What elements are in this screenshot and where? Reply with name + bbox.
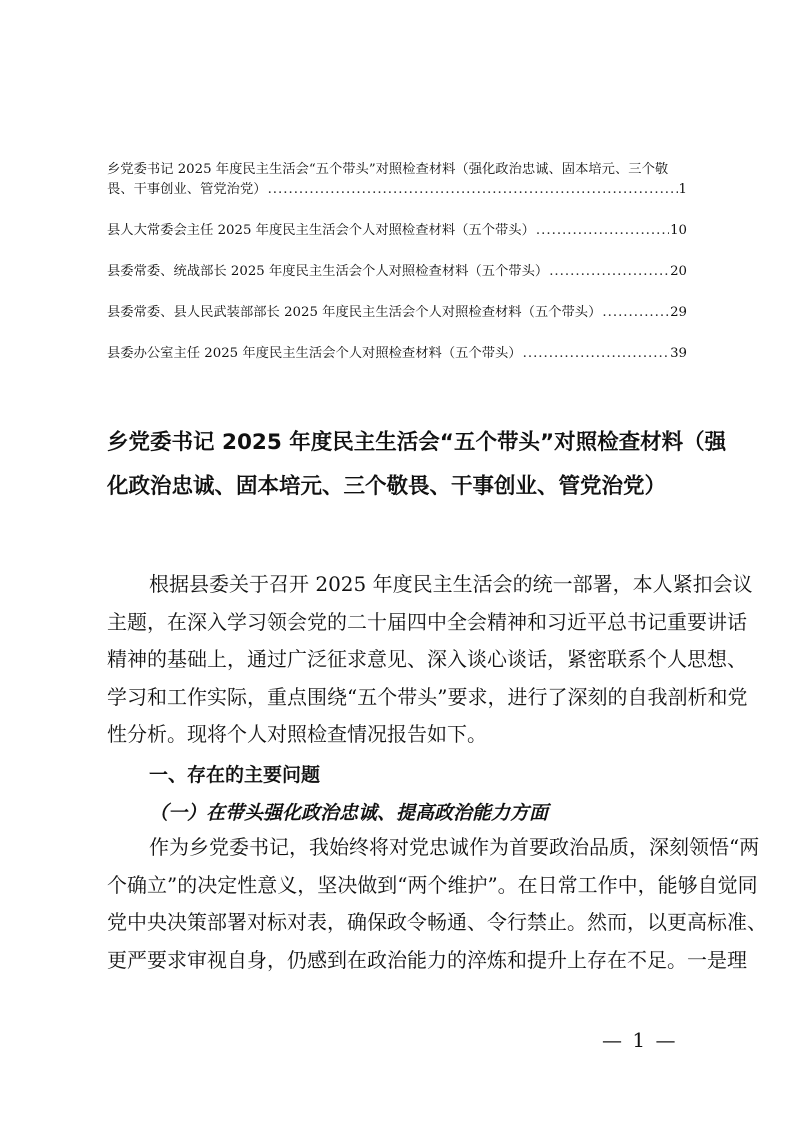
toc-page: 20 <box>670 264 687 279</box>
toc-entry[interactable] <box>107 344 687 364</box>
toc-entry[interactable] <box>107 160 687 200</box>
toc-leader <box>523 344 669 364</box>
document-title <box>107 421 727 509</box>
toc-page: 39 <box>670 346 687 361</box>
toc-leader <box>602 303 669 323</box>
text-line: 党中央决策部署对标对表，确保政令畅通、令行禁止。然而，以更高标准、 <box>107 910 767 934</box>
toc-leader <box>268 180 678 200</box>
table-of-contents <box>107 160 687 364</box>
subsection-heading: （一）在带头强化政治忠诚、提高政治能力方面 <box>149 802 549 824</box>
toc-entry-title: 县委常委、县人民武装部部长 2025 年度民主生活会个人对照检查材料（五个带头） <box>107 305 602 320</box>
toc-entry-title: 县委常委、统战部长 2025 年度民主生活会个人对照检查材料（五个带头） <box>107 264 549 279</box>
text-line: 更严要求审视自身，仍感到在政治能力的淬炼和提升上存在不足。一是理 <box>107 947 747 972</box>
toc-leader <box>536 221 669 241</box>
text-line: 精神的基础上，通过广泛征求意见、深入谈心谈话，紧密联系个人思想、 <box>107 647 747 671</box>
text-line: 主题，在深入学习领会党的二十届四中全会精神和习近平总书记重要讲话 <box>107 609 747 634</box>
text-line: 作为乡党委书记，我始终将对党忠诚作为首要政治品质，深刻领悟“两 <box>149 835 760 859</box>
text-line: 性分析。现将个人对照检查情况报告如下。 <box>107 722 487 746</box>
toc-entry[interactable] <box>107 221 687 241</box>
toc-entry-title: 畏、干事创业、管党治党） <box>107 182 267 197</box>
toc-entry-title: 乡党委书记 2025 年度民主生活会“五个带头”对照检查材料（强化政治忠诚、固本培元、三个敬 <box>107 162 669 177</box>
body-paragraph <box>107 829 767 979</box>
toc-entry-title: 县人大常委会主任 2025 年度民主生活会个人对照检查材料（五个带头） <box>107 223 535 238</box>
toc-entry-title: 县委办公室主任 2025 年度民主生活会个人对照检查材料（五个带头） <box>107 346 522 361</box>
toc-entry[interactable] <box>107 303 687 323</box>
section-heading: 一、存在的主要问题 <box>149 764 321 786</box>
text-line: 根据县委关于召开 2025 年度民主生活会的统一部署，本人紧扣会议 <box>149 572 753 596</box>
toc-page: 1 <box>678 182 687 197</box>
title-line: 化政治忠诚、固本培元、三个敬畏、干事创业、管党治党） <box>107 474 667 499</box>
intro-paragraph <box>107 566 753 754</box>
toc-entry[interactable] <box>107 262 687 282</box>
text-line: 个确立”的决定性意义，坚决做到“两个维护”。在日常工作中，能够自觉同 <box>107 872 758 897</box>
toc-page: 29 <box>670 305 687 320</box>
toc-leader <box>549 262 669 282</box>
toc-page: 10 <box>670 223 687 238</box>
text-line: 学习和工作实际，重点围绕“五个带头”要求，进行了深刻的自我剖析和党 <box>107 684 748 709</box>
title-line: 乡党委书记 2025 年度民主生活会“五个带头”对照检查材料（强 <box>107 430 727 455</box>
page-number: — 1 — <box>602 1028 678 1052</box>
